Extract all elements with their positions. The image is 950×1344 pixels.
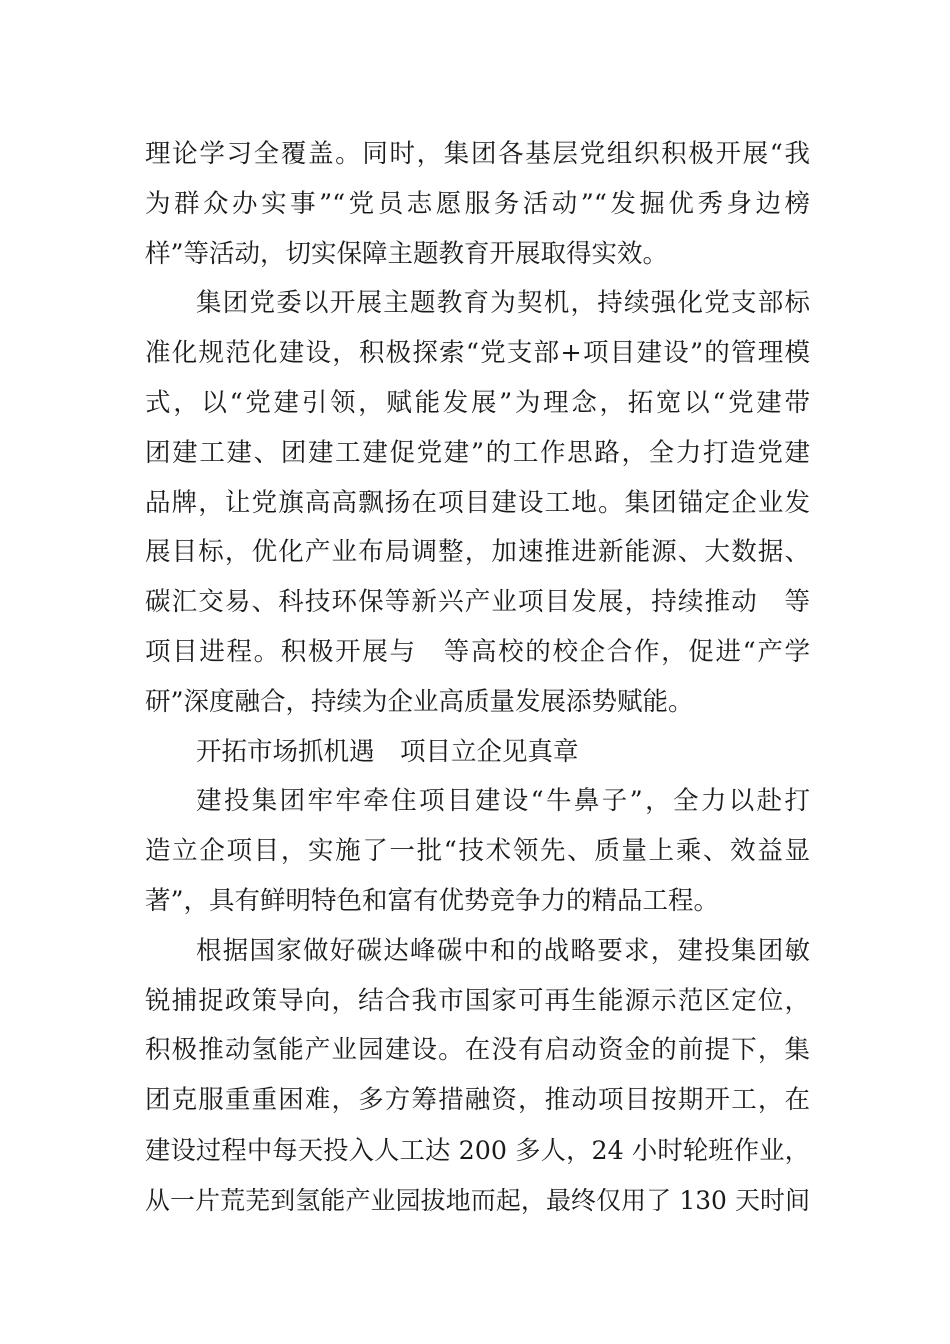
section-heading: 开拓市场抓机遇 项目立企见真章 xyxy=(196,736,579,767)
body-line-2: 为群众办实事”“党员志愿服务活动”“发掘优秀身边榜 xyxy=(145,188,810,219)
document-body xyxy=(145,130,810,1226)
body-line-11: 项目进程。积极开展与 等高校的校企合作，促进“产学 xyxy=(145,636,810,667)
body-line-5: 准化规范化建设，积极探索“党支部+项目建设”的管理模 xyxy=(145,338,810,369)
body-line-14: 建投集团牢牢牵住项目建设“牛鼻子”，全力以赴打 xyxy=(196,786,810,817)
body-line-20: 团克服重重困难，多方筹措融资，推动项目按期开工，在 xyxy=(145,1085,810,1116)
body-line-17: 根据国家做好碳达峰碳中和的战略要求，建投集团敏 xyxy=(196,935,810,966)
body-line-18: 锐捕捉政策导向，结合我市国家可再生能源示范区定位， xyxy=(145,985,810,1016)
body-line-7: 团建工建、团建工建促党建”的工作思路，全力打造党建 xyxy=(145,437,810,468)
body-line-16: 著”，具有鲜明特色和富有优势竞争力的精品工程。 xyxy=(145,885,720,916)
body-line-15: 造立企项目，实施了一批“技术领先、质量上乘、效益显 xyxy=(145,836,810,867)
body-line-19: 积极推动氢能产业园建设。在没有启动资金的前提下，集 xyxy=(145,1035,810,1066)
body-line-8: 品牌，让党旗高高飘扬在项目建设工地。集团锚定企业发 xyxy=(145,487,810,518)
body-line-21: 建设过程中每天投入人工达 200 多人，24 小时轮班作业， xyxy=(145,1134,810,1165)
body-line-12: 研”深度融合，持续为企业高质量发展添势赋能。 xyxy=(145,686,694,717)
body-line-4: 集团党委以开展主题教育为契机，持续强化党支部标 xyxy=(196,288,810,319)
body-line-22: 从一片荒芜到氢能产业园拔地而起，最终仅用了 130 天时间 xyxy=(145,1185,810,1215)
body-line-3: 样”等活动，切实保障主题教育开展取得实效。 xyxy=(145,238,669,269)
body-line-6: 式，以“党建引领，赋能发展”为理念，拓宽以“党建带 xyxy=(145,387,810,418)
body-line-1: 理论学习全覆盖。同时，集团各基层党组织积极开展“我 xyxy=(145,139,810,169)
body-line-10: 碳汇交易、科技环保等新兴产业项目发展，持续推动 等 xyxy=(145,587,810,618)
body-line-9: 展目标，优化产业布局调整，加速推进新能源、大数据、 xyxy=(145,537,810,568)
